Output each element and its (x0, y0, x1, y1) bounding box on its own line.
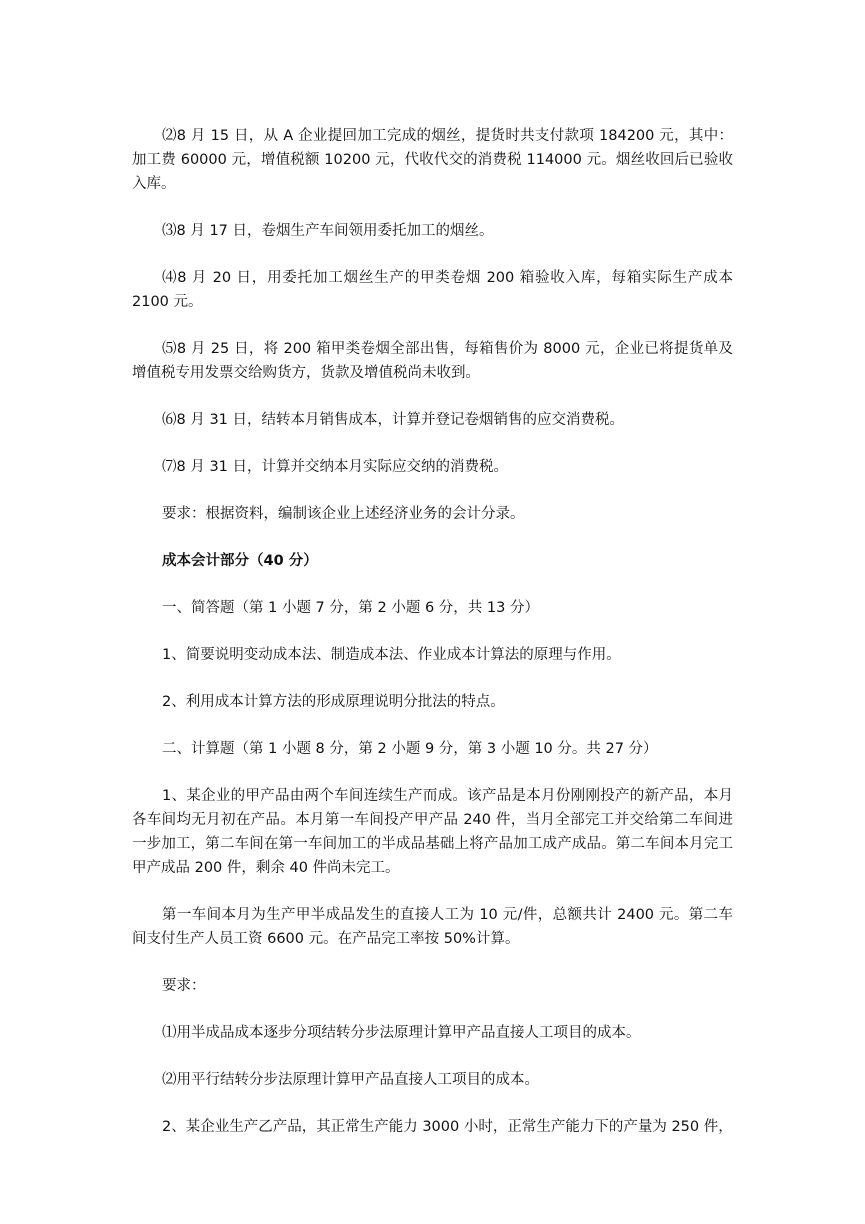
section-heading-calculation: 二、计算题（第 1 小题 8 分，第 2 小题 9 分，第 3 小题 10 分。共 27 分） (162, 741, 658, 757)
section-heading-short-answer: 一、简答题（第 1 小题 7 分，第 2 小题 6 分，共 13 分） (162, 600, 539, 616)
requirement-label: 要求： (162, 978, 206, 994)
short-answer-question-2: 2、利用成本计算方法的形成原理说明分批法的特点。 (162, 694, 505, 710)
paragraph-item-5: ⑸8 月 25 日，将 200 箱甲类卷烟全部出售，每箱售价为 8000 元，企业已将提货单及增值税专用发票交给购货方，货款及增值税尚未收到。 (132, 341, 733, 381)
calculation-question-1: 1、某企业的甲产品由两个车间连续生产而成。该产品是本月份刚刚投产的新产品，本月各车间均无月初在产品。本月第一车间投产甲产品 240 件，当月全部完工并交给第二车间进一步加工，第二车间在第一车间加工的半成品基础上将产品加工成产成品。第二车间本月完工甲产成品 200 件，剩余 40 件尚未完工。 (132, 788, 733, 876)
section-heading-cost-accounting: 成本会计部分（40 分） (162, 553, 318, 569)
paragraph-item-4: ⑷8 月 20 日，用委托加工烟丝生产的甲类卷烟 200 箱验收入库，每箱实际生产成本 2100 元。 (132, 270, 733, 310)
paragraph-item-6: ⑹8 月 31 日，结转本月销售成本，计算并登记卷烟销售的应交消费税。 (162, 412, 625, 428)
paragraph-item-2: ⑵8 月 15 日，从 A 企业提回加工完成的烟丝，提货时共支付款项 184200 元，其中：加工费 60000 元，增值税额 10200 元，代收代交的消费税 114000 元。烟丝收回后已验收入库。 (132, 128, 733, 192)
calculation-question-1-detail: 第一车间本月为生产甲半成品发生的直接人工为 10 元/件，总额共计 2400 元。第二车间支付生产人员工资 6600 元。在产品完工率按 50%计算。 (132, 907, 733, 947)
calculation-question-2: 2、某企业生产乙产品，其正常生产能力 3000 小时，正常生产能力下的产量为 250 件， (162, 1119, 733, 1135)
requirement-item-2: ⑵用平行结转分步法原理计算甲产品直接人工项目的成本。 (162, 1072, 539, 1088)
requirement-paragraph: 要求：根据资料，编制该企业上述经济业务的会计分录。 (162, 506, 525, 522)
requirement-item-1: ⑴用半成品成本逐步分项结转分步法原理计算甲产品直接人工项目的成本。 (162, 1025, 641, 1041)
paragraph-item-7: ⑺8 月 31 日，计算并交纳本月实际应交纳的消费税。 (162, 459, 509, 475)
paragraph-item-3: ⑶8 月 17 日，卷烟生产车间领用委托加工的烟丝。 (162, 223, 494, 239)
short-answer-question-1: 1、简要说明变动成本法、制造成本法、作业成本计算法的原理与作用。 (162, 647, 621, 663)
